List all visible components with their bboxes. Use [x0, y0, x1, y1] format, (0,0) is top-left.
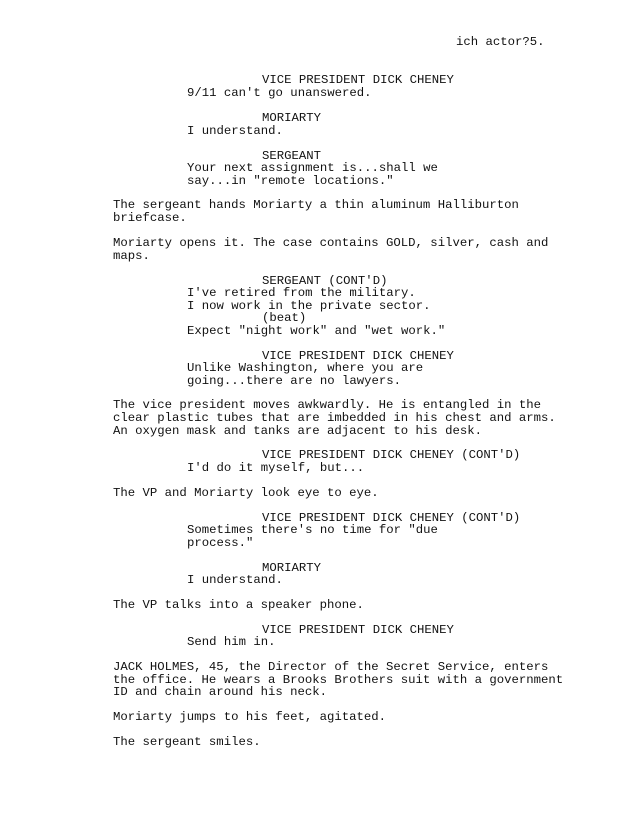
- action-line: clear plastic tubes that are imbedded in his chest and arms.: [113, 411, 556, 425]
- dialogue-line: Send him in.: [187, 635, 276, 649]
- dialogue-line: I've retired from the military.: [187, 286, 416, 300]
- action-line: Moriarty opens it. The case contains GOLD, silver, cash and: [113, 236, 549, 250]
- dialogue-line: I now work in the private sector.: [187, 299, 431, 313]
- dialogue-line: say...in "remote locations.": [187, 174, 394, 188]
- dialogue-line: Your next assignment is...shall we: [187, 161, 438, 175]
- parenthetical: (beat): [262, 311, 307, 325]
- character-cue: SERGEANT (CONT'D): [262, 274, 388, 288]
- action-line: The vice president moves awkwardly. He is entangled in the: [113, 398, 542, 412]
- character-cue: VICE PRESIDENT DICK CHENEY: [262, 623, 454, 637]
- action-line: The sergeant smiles.: [113, 735, 261, 749]
- dialogue-line: process.": [187, 536, 254, 550]
- dialogue-line: I'd do it myself, but...: [187, 461, 365, 475]
- page-header: ich actor?5.: [456, 35, 545, 49]
- dialogue-line: going...there are no lawyers.: [187, 374, 402, 388]
- character-cue: VICE PRESIDENT DICK CHENEY (CONT'D): [262, 511, 521, 525]
- dialogue-line: I understand.: [187, 573, 283, 587]
- action-line: Moriarty jumps to his feet, agitated.: [113, 710, 387, 724]
- action-line: The VP talks into a speaker phone.: [113, 598, 364, 612]
- action-line: An oxygen mask and tanks are adjacent to his desk.: [113, 424, 482, 438]
- character-cue: MORIARTY: [262, 111, 322, 125]
- action-line: maps.: [113, 249, 150, 263]
- dialogue-line: Sometimes there's no time for "due: [187, 523, 438, 537]
- character-cue: MORIARTY: [262, 561, 322, 575]
- action-line: JACK HOLMES, 45, the Director of the Secret Service, enters: [113, 660, 549, 674]
- action-line: ID and chain around his neck.: [113, 685, 328, 699]
- character-cue: VICE PRESIDENT DICK CHENEY: [262, 349, 454, 363]
- action-line: The sergeant hands Moriarty a thin aluminum Halliburton: [113, 198, 519, 212]
- character-cue: VICE PRESIDENT DICK CHENEY: [262, 73, 454, 87]
- action-line: the office. He wears a Brooks Brothers suit with a government: [113, 673, 564, 687]
- dialogue-line: Expect "night work" and "wet work.": [187, 324, 446, 338]
- character-cue: VICE PRESIDENT DICK CHENEY (CONT'D): [262, 448, 521, 462]
- dialogue-line: I understand.: [187, 124, 283, 138]
- dialogue-line: 9/11 can't go unanswered.: [187, 86, 372, 100]
- action-line: The VP and Moriarty look eye to eye.: [113, 486, 379, 500]
- action-line: briefcase.: [113, 211, 187, 225]
- character-cue: SERGEANT: [262, 149, 322, 163]
- dialogue-line: Unlike Washington, where you are: [187, 361, 424, 375]
